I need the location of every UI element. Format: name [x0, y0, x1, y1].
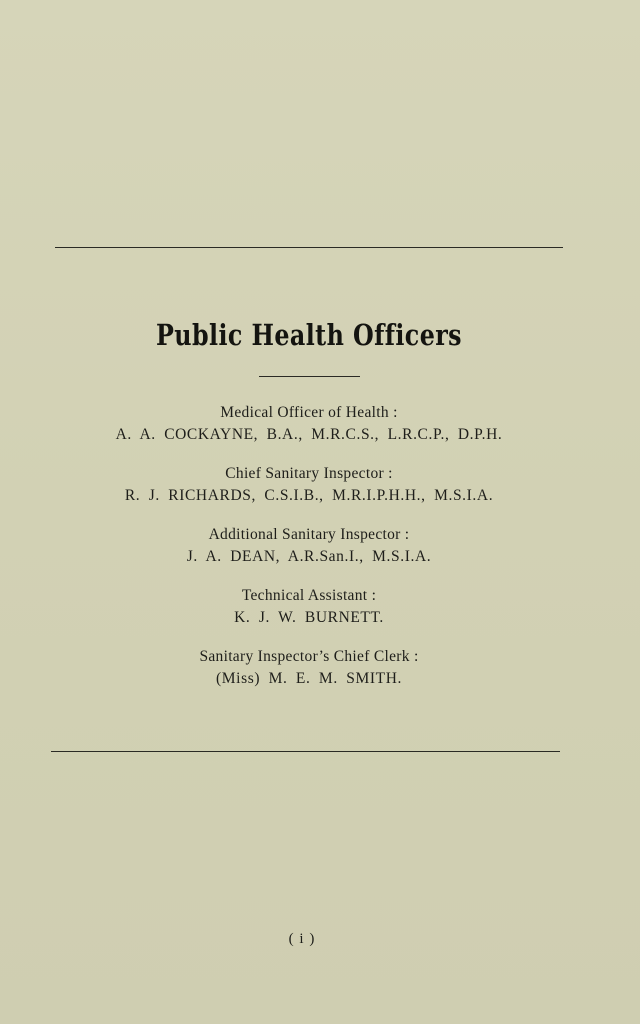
officers-list: [0, 402, 618, 707]
officer-role: Sanitary Inspector’s Chief Clerk :: [199, 648, 419, 665]
officer-entry-chief-sanitary-inspector: [0, 463, 618, 507]
officer-name: K. J. W. BURNETT.: [234, 609, 384, 626]
officer-role: Chief Sanitary Inspector :: [225, 465, 393, 482]
bottom-rule: [51, 751, 560, 752]
officer-name: R. J. RICHARDS, C.S.I.B., M.R.I.P.H.H., M.S.I.A.: [124, 487, 494, 504]
top-rule: [55, 247, 563, 248]
officer-role: Technical Assistant :: [241, 587, 377, 604]
officer-entry-additional-sanitary-inspector: [0, 524, 618, 568]
officer-entry-chief-clerk: [0, 646, 618, 690]
officer-name: A. A. COCKAYNE, B.A., M.R.C.S., L.R.C.P., D.P.H.: [115, 426, 503, 443]
page-number: ( i ): [288, 931, 316, 947]
officer-role: Medical Officer of Health :: [220, 404, 398, 421]
officer-name: (Miss) M. E. M. SMITH.: [216, 670, 402, 687]
page-title: Public Health Officers: [156, 318, 462, 352]
officer-role: Additional Sanitary Inspector :: [208, 526, 410, 543]
title-underline-rule: [259, 376, 360, 377]
officer-name: J. A. DEAN, A.R.San.I., M.S.I.A.: [186, 548, 432, 565]
officer-entry-technical-assistant: [0, 585, 618, 629]
officer-entry-medical-officer: [0, 402, 618, 446]
